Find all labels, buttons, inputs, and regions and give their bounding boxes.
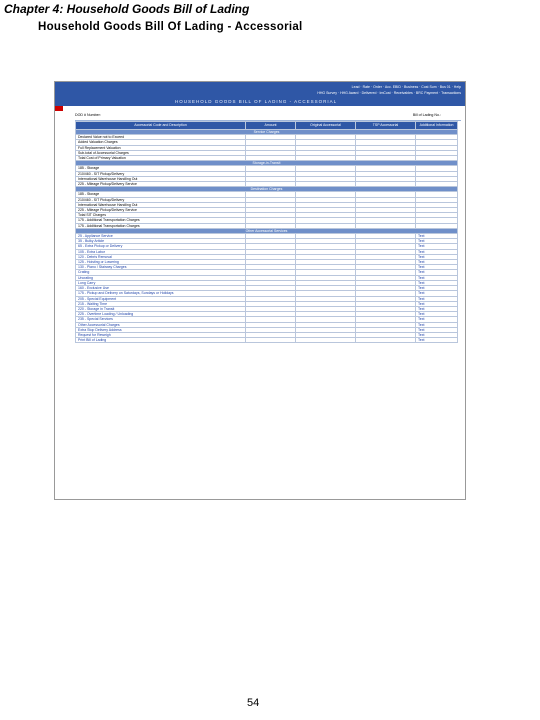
col-header: Additional Information [416, 122, 458, 130]
section-header: Other Accessorial Services [76, 228, 458, 233]
row-text-link[interactable]: Text [416, 270, 458, 275]
row-description: Added Valuation Charges [76, 140, 246, 145]
row-text-link[interactable]: Text [416, 234, 458, 239]
col-header: Original Accessorial [296, 122, 356, 130]
row-text-link[interactable]: Text [416, 317, 458, 322]
row-description[interactable]: 130 - Piano / Stairway Charges [76, 265, 246, 270]
row-text-link[interactable]: Text [416, 322, 458, 327]
row-text-link[interactable]: Text [416, 286, 458, 291]
row-text-link[interactable]: Text [416, 249, 458, 254]
row-text-link[interactable]: Text [416, 265, 458, 270]
section-header: Service Charges [76, 130, 458, 135]
row-description[interactable]: 120 - Debris Removal [76, 254, 246, 259]
row-description: 185 - Storage [76, 166, 246, 171]
table-header-row [76, 122, 458, 130]
section-header: Storage-in-Transit [76, 161, 458, 166]
row-text-link[interactable]: Text [416, 327, 458, 332]
row-description[interactable]: 215 - Waiting Time [76, 301, 246, 306]
table-row [76, 338, 458, 343]
row-description[interactable]: Print Bill of Lading [76, 338, 246, 343]
bol-number-label: Bill of Lading No.: [412, 113, 441, 117]
row-text-link[interactable]: Text [416, 260, 458, 265]
col-header: Accessorial Code and Description [76, 122, 246, 130]
row-description[interactable]: Request for Reweigh [76, 332, 246, 337]
row-description: Declared Value not to Exceed [76, 135, 246, 140]
row-description: 225 - Mileage Pickup/Delivery Service [76, 182, 246, 187]
row-text-link[interactable]: Text [416, 291, 458, 296]
row-description[interactable]: 65 - Extra Pickup or Delivery [76, 244, 246, 249]
row-description: 175 - Additional Transportation Charges [76, 223, 246, 228]
application-screenshot [54, 81, 466, 500]
app-banner: HOUSEHOLD GOODS BILL OF LADING - ACCESSORIAL [175, 99, 338, 104]
row-description[interactable]: Extra Stop Delivery Address [76, 327, 246, 332]
identifier-row [75, 112, 461, 121]
row-description: International Warehouse Handling Out [76, 176, 246, 181]
row-text-link[interactable]: Text [416, 312, 458, 317]
row-description[interactable]: Long Carry [76, 280, 246, 285]
row-description[interactable]: 205 - Special Equipment [76, 296, 246, 301]
row-description[interactable]: Other Accessorial Charges [76, 322, 246, 327]
row-text-link[interactable]: Text [416, 296, 458, 301]
row-description: Total Cost of Primary Valuation [76, 156, 246, 161]
row-description: Total SIT Charges [76, 213, 246, 218]
row-description: International Warehouse Handling Out [76, 202, 246, 207]
row-description: 225 - Mileage Pickup/Delivery Service [76, 208, 246, 213]
row-text-link[interactable]: Text [416, 280, 458, 285]
row-text-link[interactable]: Text [416, 338, 458, 343]
row-description[interactable]: 25 - Appliance Service [76, 234, 246, 239]
row-description: 210/460 - SIT Pickup/Delivery [76, 197, 246, 202]
row-text-link[interactable]: Text [416, 254, 458, 259]
red-tab-marker [55, 106, 63, 111]
row-description: Full Replacement Valuation [76, 145, 246, 150]
row-tsp [356, 338, 416, 343]
row-description[interactable]: 105 - Extra Labor [76, 249, 246, 254]
row-text-link[interactable]: Text [416, 244, 458, 249]
row-original [296, 338, 356, 343]
chapter-title: Chapter 4: Household Goods Bill of Lading [4, 2, 250, 16]
col-header: Amount [246, 122, 296, 130]
row-description[interactable]: 35 - Bulky Article [76, 239, 246, 244]
col-header: TSP Accessorial [356, 122, 416, 130]
row-description[interactable]: 175 - Pickup and Delivery on Saturdays, Sundays or Holidays [76, 291, 246, 296]
top-nav[interactable]: Lead · Rate · Order · Acc. EBID · Business · Cost Sum · Bus 01 · Help [351, 85, 461, 89]
row-description: Sub-total of Accessorial Charges [76, 150, 246, 155]
row-description: 175 - Additional Transportation Charges [76, 218, 246, 223]
row-description[interactable]: Crating [76, 270, 246, 275]
row-text-link[interactable]: Text [416, 301, 458, 306]
page-subtitle: Household Goods Bill Of Lading - Accessorial [38, 21, 303, 33]
section-header: Destination Charges [76, 187, 458, 192]
page-number: 54 [247, 697, 260, 709]
row-description[interactable]: 235 - Special Services [76, 317, 246, 322]
row-text-link[interactable]: Text [416, 239, 458, 244]
row-description[interactable]: 220 - Storage in Transit [76, 306, 246, 311]
secondary-nav[interactable]: HHG Survey · HHG Award · Delivered · ImCost · Receivables · BRC Payment · Transactions [317, 91, 461, 95]
row-description[interactable]: Uncrating [76, 275, 246, 280]
accessorial-table [75, 121, 458, 343]
row-text-link[interactable]: Text [416, 306, 458, 311]
row-text-link[interactable]: Text [416, 332, 458, 337]
row-amount [246, 338, 296, 343]
row-description[interactable]: 160 - Exclusive Use [76, 286, 246, 291]
row-description[interactable]: 225 - Overtime Loading / Unloading [76, 312, 246, 317]
dod-number-label: DOD # Number: [75, 113, 101, 117]
row-description: 185 - Storage [76, 192, 246, 197]
row-description: 210/460 - SIT Pickup/Delivery [76, 171, 246, 176]
app-header [55, 82, 465, 106]
row-description[interactable]: 125 - Hoisting or Lowering [76, 260, 246, 265]
row-text-link[interactable]: Text [416, 275, 458, 280]
